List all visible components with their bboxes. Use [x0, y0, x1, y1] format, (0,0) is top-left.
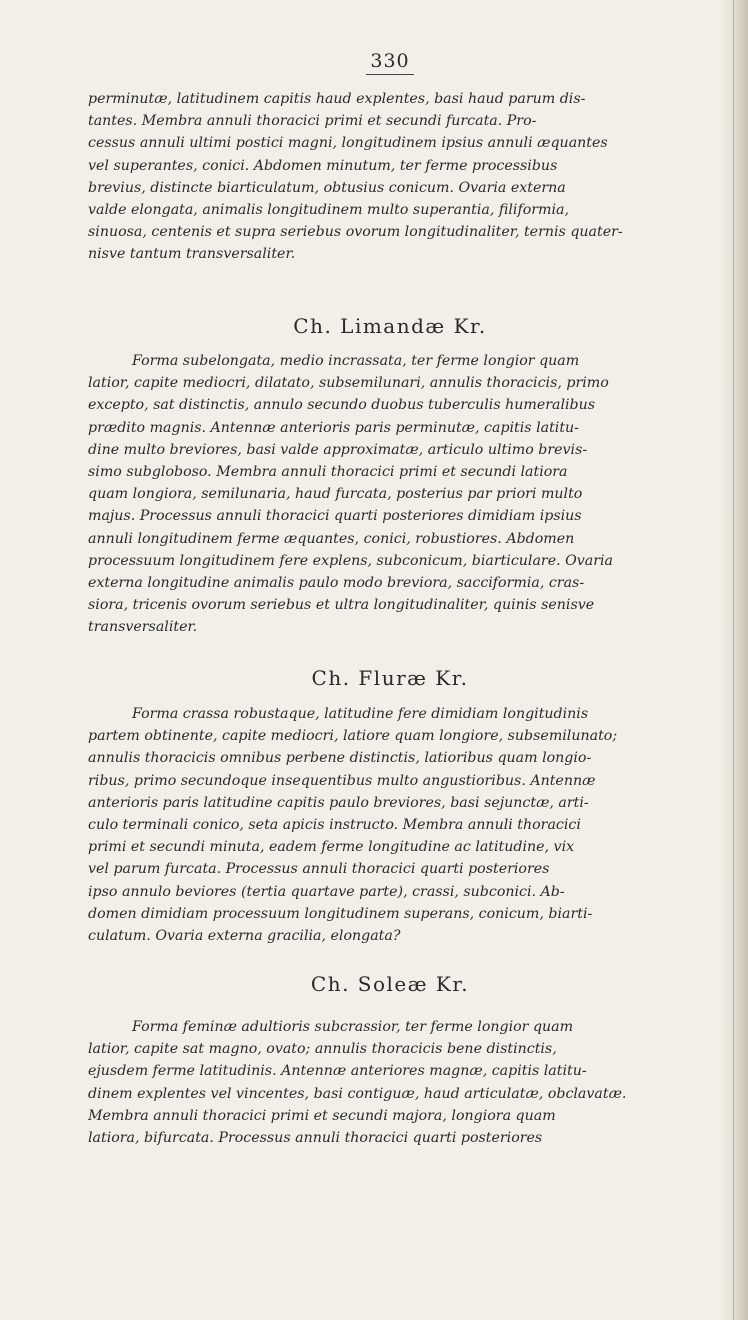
page-edge-line	[733, 0, 734, 1320]
text-line: perminutæ, latitudinem capitis haud explentes, basi haud parum dis-	[88, 91, 586, 107]
text-line: sinuosa, centenis et supra seriebus ovorum longitudinaliter, ternis quater-	[88, 224, 623, 241]
text-line: excepto, sat distinctis, annulo secundo duobus tuberculis humeralibus	[88, 397, 596, 414]
text-line: ejusdem ferme latitudinis. Antennæ anteriores magnæ, capitis latitu-	[88, 1063, 587, 1080]
paragraph-intro	[88, 88, 720, 266]
text-line: externa longitudine animalis paulo modo breviora, sacciformia, cras-	[88, 575, 585, 592]
section-heading-soleae: Ch. Soleæ Kr.	[310, 972, 470, 996]
text-line: cessus annuli ultimi postici magni, longitudinem ipsius annuli æquantes	[88, 135, 608, 152]
page-number	[0, 50, 748, 72]
section-heading-limandae: Ch. Limandæ Kr.	[293, 314, 487, 338]
text-line: ipso annulo beviores (tertia quartave parte), crassi, subconici. Ab-	[88, 883, 565, 900]
text-line: latior, capite sat magno, ovato; annulis thoracicis bene distinctis,	[88, 1041, 557, 1058]
text-line: culatum. Ovaria externa gracilia, elongata?	[88, 928, 401, 945]
paragraph-soleae	[88, 1016, 720, 1149]
text-line: Forma crassa robustaque, latitudine fere dimidiam longitudinis	[132, 706, 589, 722]
text-line: culo terminali conico, seta apicis instructo. Membra annuli thoracici	[88, 817, 581, 834]
text-line: anterioris paris latitudine capitis paulo breviores, basi sejunctæ, arti-	[88, 794, 589, 811]
text-line: annuli longitudinem ferme æquantes, conici, robustiores. Abdomen	[88, 530, 575, 547]
text-line: valde elongata, animalis longitudinem multo superantia, filiformia,	[88, 202, 569, 219]
text-line: prædito magnis. Antennæ anterioris paris perminutæ, capitis latitu-	[88, 419, 579, 436]
text-line: tantes. Membra annuli thoracici primi et secundi furcata. Pro-	[88, 113, 537, 130]
paragraph-limandae	[88, 350, 720, 639]
text-line: nisve tantum transversaliter.	[88, 246, 296, 263]
paragraph-flurae	[88, 703, 720, 947]
text-line: latior, capite mediocri, dilatato, subsemilunari, annulis thoracicis, primo	[88, 375, 609, 392]
text-line: ribus, primo secundoque insequentibus multo angustioribus. Antennæ	[88, 772, 596, 789]
text-line: vel parum furcata. Processus annuli thoracici quarti posteriores	[88, 861, 550, 878]
text-line: brevius, distincte biarticulatum, obtusius conicum. Ovaria externa	[88, 179, 566, 196]
text-line: annulis thoracicis omnibus perbene distinctis, latioribus quam longio-	[88, 750, 592, 767]
text-line: primi et secundi minuta, eadem ferme longitudine ac latitudine, vix	[88, 839, 575, 856]
text-line: dine multo breviores, basi valde approximatæ, articulo ultimo brevis-	[88, 441, 588, 458]
section-heading-flurae: Ch. Fluræ Kr.	[311, 666, 469, 690]
text-line: simo subgloboso. Membra annuli thoracici primi et secundi latiora	[88, 464, 568, 481]
text-line: domen dimidiam processuum longitudinem superans, conicum, biarti-	[88, 905, 593, 922]
text-line: siora, tricenis ovorum seriebus et ultra longitudinaliter, quinis senisve	[88, 597, 595, 614]
text-line: partem obtinente, capite mediocri, latiore quam longiore, subsemilunato;	[88, 728, 618, 745]
text-line: Membra annuli thoracici primi et secundi majora, longiora quam	[88, 1107, 556, 1124]
text-line: Forma feminæ adultioris subcrassior, ter ferme longior quam	[132, 1019, 574, 1035]
text-line: transversaliter.	[88, 619, 198, 636]
text-line: latiora, bifurcata. Processus annuli thoracici quarti posteriores	[88, 1130, 543, 1147]
text-line: majus. Processus annuli thoracici quarti posteriores dimidiam ipsius	[88, 508, 582, 525]
page-number-text: 330	[366, 50, 413, 75]
text-line: processuum longitudinem fere explens, subconicum, biarticulare. Ovaria	[88, 552, 613, 569]
text-line: dinem explentes vel vincentes, basi contiguæ, haud articulatæ, obclavatæ.	[88, 1085, 627, 1102]
text-line: quam longiora, semilunaria, haud furcata, posterius par priori multo	[88, 486, 583, 503]
text-line: vel superantes, conici. Abdomen minutum, ter ferme processibus	[88, 157, 558, 174]
text-line: Forma subelongata, medio incrassata, ter ferme longior quam	[132, 353, 580, 369]
